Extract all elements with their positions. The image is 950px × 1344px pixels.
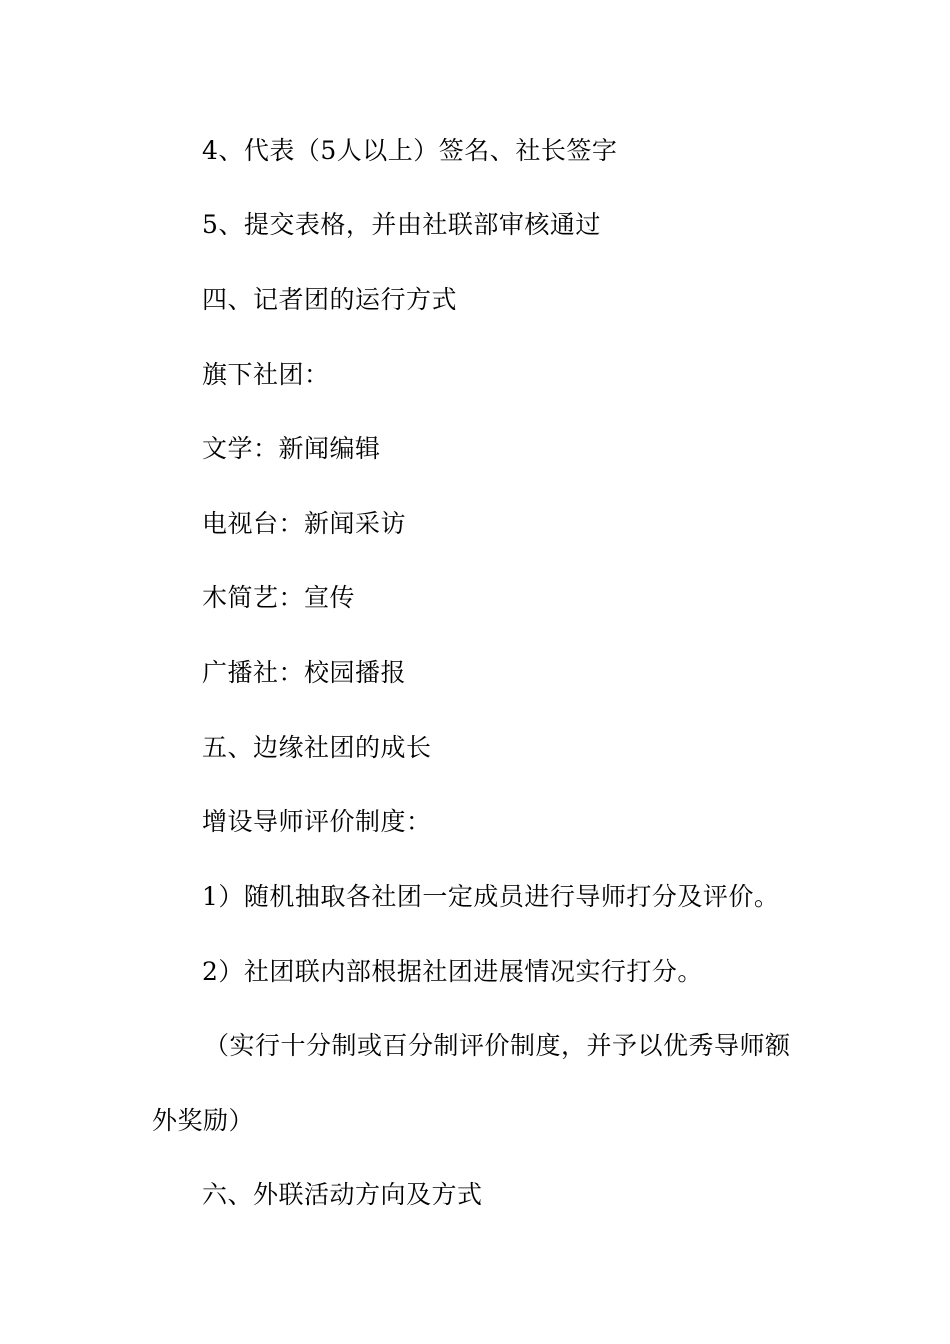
list-item-internal-scoring: 2）社团联内部根据社团进展情况实行打分。 bbox=[202, 957, 703, 986]
list-item-random-sampling: 1）随机抽取各社团一定成员进行导师打分及评价。 bbox=[202, 882, 780, 911]
text-line-scoring-system-continued: 外奖励） bbox=[152, 1106, 255, 1135]
list-item-wood-slip-art: 木简艺：宣传 bbox=[202, 583, 356, 612]
section-heading-fringe-clubs: 五、边缘社团的成长 bbox=[202, 733, 432, 762]
text-line-affiliated-clubs: 旗下社团： bbox=[202, 360, 330, 389]
section-heading-outreach: 六、外联活动方向及方式 bbox=[202, 1180, 483, 1209]
list-item-literature: 文学：新闻编辑 bbox=[202, 434, 381, 463]
section-heading-reporter-group: 四、记者团的运行方式 bbox=[202, 285, 458, 314]
list-item-tv-station: 电视台：新闻采访 bbox=[202, 509, 407, 538]
text-line-mentor-evaluation: 增设导师评价制度： bbox=[202, 807, 432, 836]
text-line-scoring-system: （实行十分制或百分制评价制度，并予以优秀导师额 bbox=[204, 1031, 791, 1060]
text-line-submit-form: 5、提交表格，并由社联部审核通过 bbox=[202, 210, 601, 239]
text-line-signature-requirement: 4、代表（5人以上）签名、社长签字 bbox=[202, 136, 618, 165]
list-item-broadcast-club: 广播社：校园播报 bbox=[202, 658, 407, 687]
